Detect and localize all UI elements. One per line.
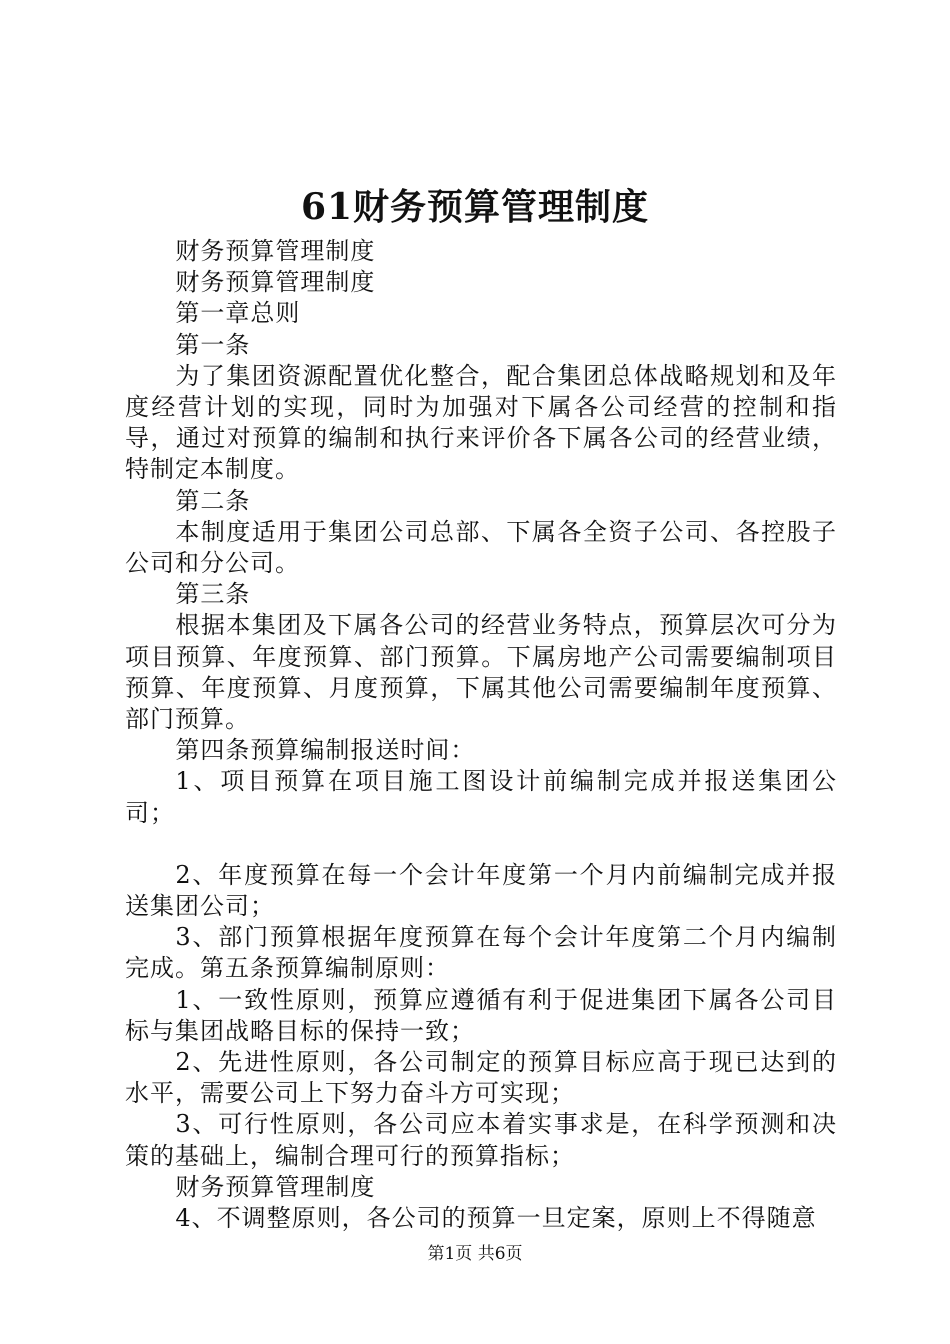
list-item: 3、部门预算根据年度预算在每个会计年度第二个月内编制完成。第五条预算编制原则：	[125, 923, 837, 983]
list-item: 2、先进性原则，各公司制定的预算目标应高于现已达到的水平，需要公司上下努力奋斗方可实现；	[125, 1048, 837, 1108]
list-item: 1、一致性原则，预算应遵循有利于促进集团下属各公司目标与集团战略目标的保持一致；	[125, 985, 837, 1045]
paragraph: 为了集团资源配置优化整合，配合集团总体战略规划和及年度经营计划的实现，同时为加强对下属各公司经营的控制和指导，通过对预算的编制和执行来评价各下属各公司的经营业绩，特制定本制度。	[125, 361, 837, 484]
list-item: 1、项目预算在项目施工图设计前编制完成并报送集团公司；	[125, 767, 837, 827]
paragraph: 财务预算管理制度	[175, 268, 376, 297]
article-heading: 第三条	[175, 580, 251, 609]
list-item: 4、不调整原则，各公司的预算一旦定案，原则上不得随意	[175, 1204, 817, 1233]
document-body	[125, 236, 837, 1234]
paragraph: 财务预算管理制度	[175, 1172, 376, 1201]
paragraph: 根据本集团及下属各公司的经营业务特点，预算层次可分为项目预算、年度预算、部门预算。下属房地产公司需要编制项目预算、年度预算、月度预算，下属其他公司需要编制年度预算、部门预算。	[125, 611, 837, 734]
document-title: 61财务预算管理制度	[300, 186, 650, 228]
list-item: 2、年度预算在每一个会计年度第一个月内前编制完成并报送集团公司；	[125, 860, 837, 921]
article-heading: 第四条预算编制报送时间：	[175, 736, 476, 765]
paragraph: 本制度适用于集团公司总部、下属各全资子公司、各控股子公司和分公司。	[125, 517, 837, 578]
list-item: 3、可行性原则，各公司应本着实事求是，在科学预测和决策的基础上，编制合理可行的预算指标；	[125, 1110, 837, 1170]
article-heading: 第一条	[175, 330, 251, 359]
page-footer: 第1页 共6页	[427, 1244, 523, 1264]
chapter-heading: 第一章总则	[175, 299, 301, 328]
article-heading: 第二条	[175, 486, 251, 515]
paragraph: 财务预算管理制度	[175, 237, 376, 265]
